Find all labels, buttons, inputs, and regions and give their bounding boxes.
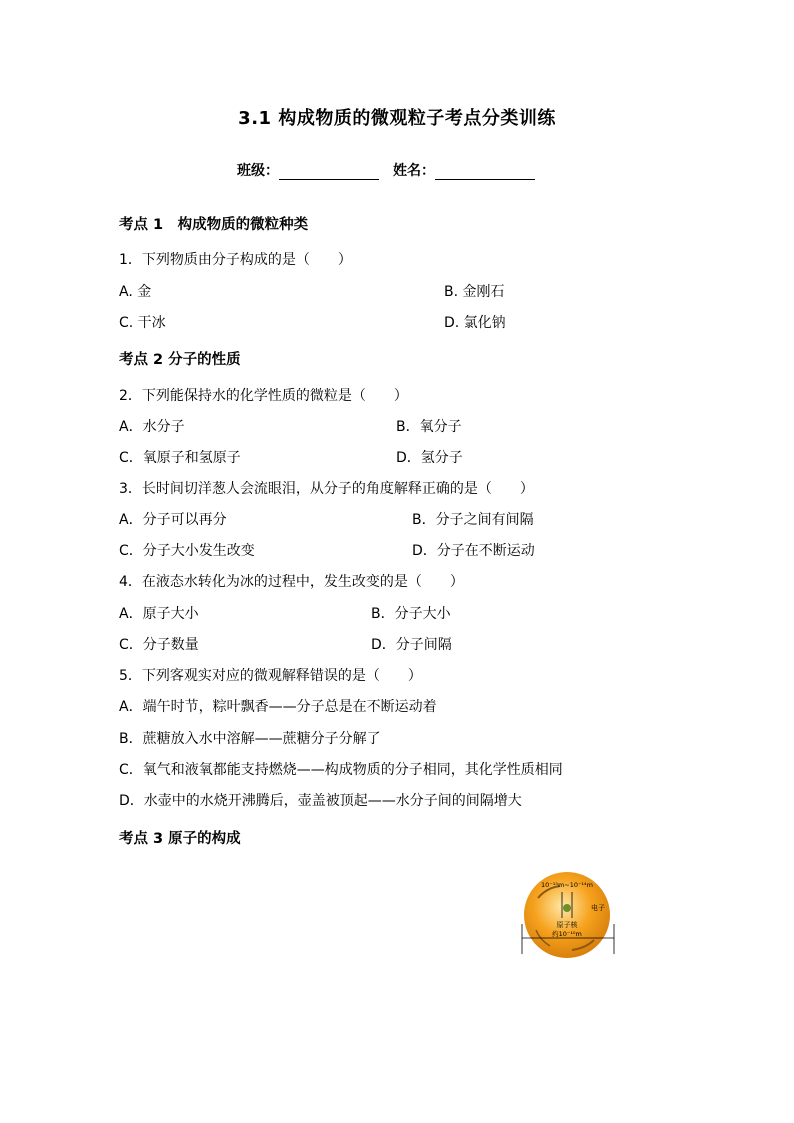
q3-option-a[interactable]: A．分子可以再分 bbox=[119, 512, 227, 528]
q4-option-b[interactable]: B．分子大小 bbox=[371, 606, 451, 622]
class-blank[interactable] bbox=[279, 163, 379, 180]
page-title: 3.1 构成物质的微观粒子考点分类训练 bbox=[238, 108, 556, 129]
q1-option-c[interactable]: C. 干冰 bbox=[119, 315, 166, 331]
section-2-heading: 考点 2 分子的性质 bbox=[119, 352, 241, 368]
nucleus-dot bbox=[563, 904, 571, 912]
q5-option-b[interactable]: B．蔗糖放入水中溶解——蔗糖分子分解了 bbox=[119, 731, 381, 747]
atom-size-label: 约10⁻¹⁰m bbox=[552, 930, 582, 938]
q4-option-c[interactable]: C．分子数量 bbox=[119, 637, 199, 653]
atom-structure-figure bbox=[520, 868, 616, 960]
q2-option-c[interactable]: C．氧原子和氢原子 bbox=[119, 450, 241, 466]
q1-option-b[interactable]: B. 金刚石 bbox=[444, 284, 505, 300]
name-blank[interactable] bbox=[435, 163, 535, 180]
q2-option-d[interactable]: D．氢分子 bbox=[396, 450, 463, 466]
q2-option-b[interactable]: B．氧分子 bbox=[396, 419, 462, 435]
q5-stem: 5．下列客观实对应的微观解释错误的是（ ） bbox=[119, 668, 422, 684]
q5-option-c[interactable]: C．氧气和液氧都能支持燃烧——构成物质的分子相同，其化学性质相同 bbox=[119, 762, 563, 778]
name-label: 姓名： bbox=[393, 163, 435, 179]
q3-option-d[interactable]: D．分子在不断运动 bbox=[412, 543, 535, 559]
q2-stem: 2．下列能保持水的化学性质的微粒是（ ） bbox=[119, 388, 408, 404]
q4-stem: 4．在液态水转化为冰的过程中，发生改变的是（ ） bbox=[119, 574, 464, 590]
class-label: 班级： bbox=[237, 163, 279, 179]
student-info-row bbox=[237, 160, 545, 180]
electron-label: 电子 bbox=[591, 904, 605, 912]
q5-option-a[interactable]: A．端午时节，粽叶飘香——分子总是在不断运动着 bbox=[119, 699, 437, 715]
q1-stem: 1．下列物质由分子构成的是（ ） bbox=[119, 252, 352, 268]
q3-option-b[interactable]: B．分子之间有间隔 bbox=[412, 512, 534, 528]
q1-option-a[interactable]: A. 金 bbox=[119, 284, 152, 300]
q4-option-d[interactable]: D．分子间隔 bbox=[371, 637, 452, 653]
q3-option-c[interactable]: C．分子大小发生改变 bbox=[119, 543, 255, 559]
q2-option-a[interactable]: A．水分子 bbox=[119, 419, 185, 435]
q1-option-d[interactable]: D. 氯化钠 bbox=[444, 315, 506, 331]
nucleus-size-label: 10⁻¹⁵m~10⁻¹⁴m bbox=[541, 881, 593, 889]
q3-stem: 3．长时间切洋葱人会流眼泪，从分子的角度解释正确的是（ ） bbox=[119, 481, 534, 497]
section-3-heading: 考点 3 原子的构成 bbox=[119, 831, 241, 847]
nucleus-label: 原子核 bbox=[556, 921, 578, 929]
q5-option-d[interactable]: D．水壶中的水烧开沸腾后，壶盖被顶起——水分子间的间隔增大 bbox=[119, 793, 522, 809]
section-1-heading: 考点 1 构成物质的微粒种类 bbox=[119, 217, 309, 233]
q4-option-a[interactable]: A．原子大小 bbox=[119, 606, 199, 622]
